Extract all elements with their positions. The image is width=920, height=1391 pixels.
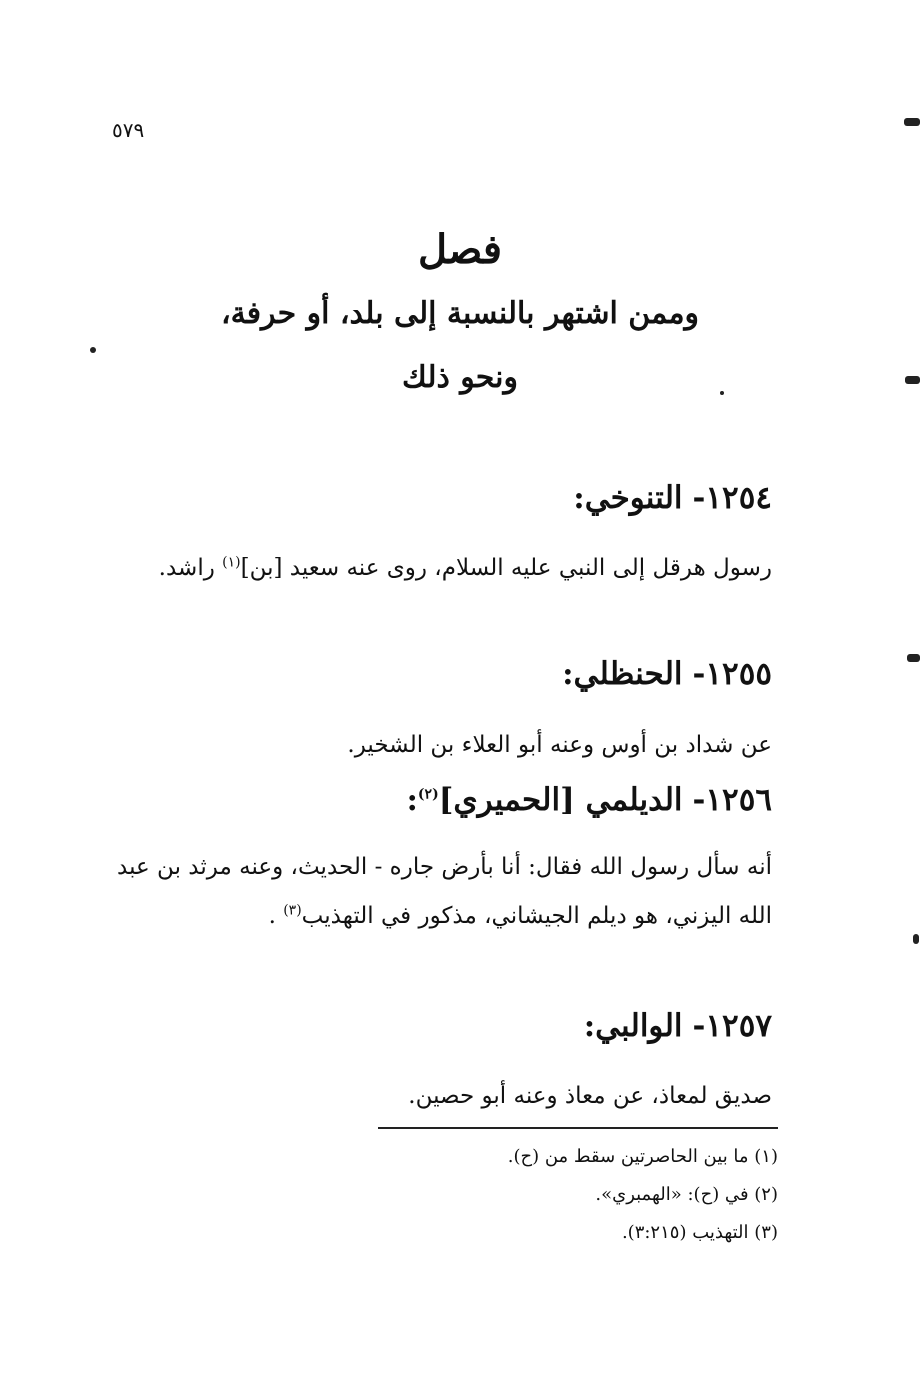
section-subtitle-line1: وممن اشتهر بالنسبة إلى بلد، أو حرفة،: [220, 296, 700, 331]
scan-edge-mark: [905, 376, 920, 384]
entry-heading-1256: [406, 782, 772, 818]
footnote-1: (١) ما بين الحاصرتين سقط من (ح).: [507, 1146, 778, 1167]
entry-number: ١٢٥٥-: [692, 656, 772, 692]
entry-name: الوالبي:: [583, 1008, 683, 1044]
entry-text-1255: عن شداد بن أوس وعنه أبو العلاء بن الشخير.: [347, 732, 772, 758]
scan-dot-mark: [90, 347, 96, 353]
entry-text: أنه سأل رسول الله فقال: أنا بأرض جاره - الحديث، وعنه مرثد بن عبد الله اليزني، هو ديلم الجيشاني، مذكور في التهذيب: [117, 854, 772, 929]
scan-edge-mark: [913, 934, 919, 944]
scan-edge-mark: [907, 654, 920, 662]
footnote-reference: (٢): [417, 786, 439, 803]
footnote-divider: [378, 1127, 778, 1129]
scan-dot-mark: [720, 391, 724, 395]
entry-heading-1254: [573, 480, 772, 516]
entry-text: .: [268, 903, 284, 929]
entry-number: ١٢٥٤-: [692, 480, 772, 516]
entry-text-1254: [117, 544, 772, 593]
footnote-2: (٢) في (ح): «الهمبري».: [595, 1184, 778, 1205]
footnote-3: (٣) التهذيب (٣:٢١٥).: [621, 1222, 778, 1243]
entry-text-1257: صديق لمعاذ، عن معاذ وعنه أبو حصين.: [408, 1083, 772, 1109]
entry-name: التنوخي:: [573, 480, 683, 516]
scan-edge-mark: [904, 118, 920, 126]
entry-heading-1255: [562, 656, 772, 692]
page-number: ٥٧٩: [112, 118, 145, 142]
entry-number: ١٢٥٦-: [692, 782, 772, 818]
entry-heading-1257: [584, 1008, 772, 1044]
entry-text: رسول هرقل إلى النبي عليه السلام، روى عنه سعيد [بن]: [240, 555, 772, 581]
entry-number: ١٢٥٧-: [692, 1008, 772, 1044]
footnote-reference: (١): [222, 554, 241, 571]
entry-name: الحنظلي:: [562, 656, 683, 692]
entry-text-1256: [117, 843, 772, 941]
footnote-reference: (٣): [283, 902, 302, 919]
footnotes: [178, 1138, 778, 1252]
entry-heading-colon: :: [406, 782, 418, 818]
section-heading: فصل: [417, 226, 503, 273]
entry-text: راشد.: [158, 555, 223, 581]
section-subtitle-line2: ونحو ذلك: [402, 360, 518, 395]
entry-name: الديلمي [الحميري]: [438, 782, 683, 818]
